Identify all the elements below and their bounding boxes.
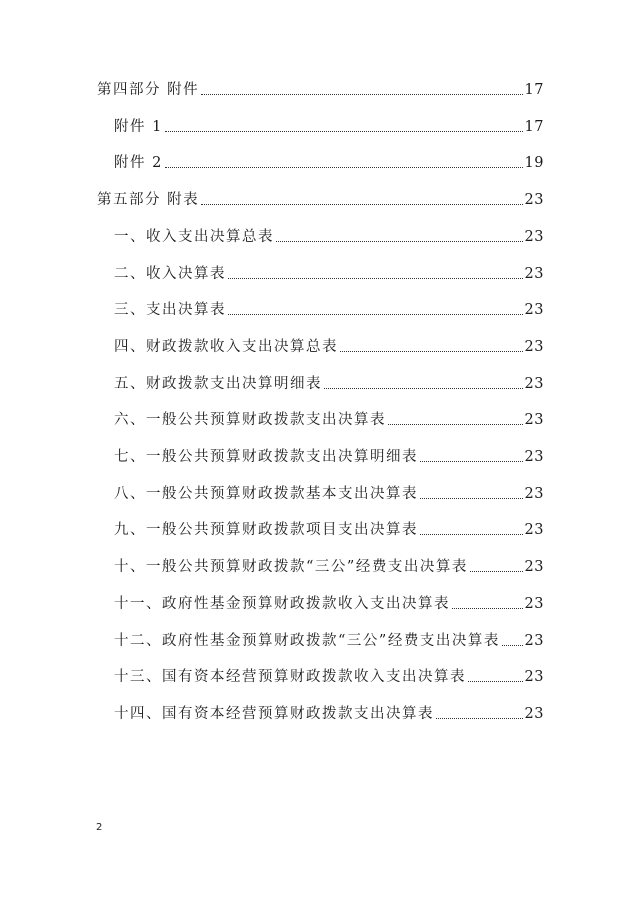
page-number: 2: [96, 822, 103, 833]
toc-entry[interactable]: [114, 298, 544, 322]
toc-dot-leader: [340, 350, 523, 352]
toc-entry-page: 23: [524, 595, 544, 612]
toc-entry-page: 17: [524, 118, 544, 135]
toc-entry-title: 七、一般公共预算财政拨款支出决算明细表: [114, 449, 418, 465]
toc-dot-leader: [201, 93, 522, 95]
toc-entry[interactable]: [114, 262, 544, 286]
toc-entry[interactable]: [114, 115, 544, 139]
toc-entry[interactable]: [114, 702, 544, 726]
toc-entry-page: 23: [524, 412, 544, 429]
toc-entry-title: 附件 2: [114, 155, 163, 172]
toc-entry-title: 八、一般公共预算财政拨款基本支出决算表: [114, 485, 418, 502]
toc-dot-leader: [420, 533, 523, 535]
toc-entry-title: 六、一般公共预算财政拨款支出决算表: [114, 412, 386, 429]
toc-dot-leader: [502, 644, 523, 646]
toc-entry-title: 九、一般公共预算财政拨款项目支出决算表: [114, 522, 418, 539]
toc-entry-title: 一、收入支出决算总表: [114, 228, 274, 245]
toc-entry-title: 第五部分 附表: [97, 192, 200, 209]
toc-entry[interactable]: [114, 151, 544, 175]
toc-entry[interactable]: [114, 372, 544, 396]
toc-dot-leader: [228, 277, 523, 279]
toc-dot-leader: [165, 130, 523, 132]
toc-dot-leader: [468, 680, 523, 682]
toc-entry[interactable]: [114, 665, 544, 689]
toc-entry[interactable]: [97, 78, 544, 102]
toc-entry-title: 四、财政拨款收入支出决算总表: [114, 338, 338, 355]
toc-entry-title: 第四部分 附件: [97, 82, 200, 98]
toc-dot-leader: [165, 166, 523, 168]
toc-entry-title: 十四、国有资本经营预算财政拨款支出决算表: [114, 705, 434, 722]
toc-entry-page: 23: [524, 302, 544, 319]
toc-entry-page: 23: [524, 228, 544, 245]
toc-entry[interactable]: [114, 555, 544, 579]
toc-entry-title: 附件 1: [114, 118, 163, 135]
toc-entry-title: 十一、政府性基金预算财政拨款收入支出决算表: [114, 595, 450, 612]
toc-entry[interactable]: [114, 592, 544, 616]
toc-entry-page: 23: [524, 449, 544, 465]
toc-dot-leader: [228, 313, 523, 315]
toc-dot-leader: [452, 607, 523, 609]
toc-entry[interactable]: [114, 335, 544, 359]
toc-entry-page: 19: [524, 155, 544, 172]
toc-entry-page: 23: [524, 522, 544, 539]
toc-entry[interactable]: [114, 482, 544, 506]
toc-dot-leader: [388, 423, 523, 425]
toc-entry-page: 23: [524, 192, 544, 209]
toc-dot-leader: [436, 717, 523, 719]
toc-entry[interactable]: [114, 408, 544, 432]
toc-entry-page: 23: [524, 338, 544, 355]
toc-dot-leader: [324, 387, 523, 389]
toc-entry[interactable]: [114, 629, 544, 653]
toc-entry-page: 23: [524, 559, 544, 576]
toc-entry-page: 23: [524, 705, 544, 722]
toc-entry[interactable]: [114, 225, 544, 249]
toc-entry-title: 十二、政府性基金预算财政拨款“三公”经费支出决算表: [114, 632, 500, 649]
toc-entry[interactable]: [114, 445, 544, 469]
toc-dot-leader: [201, 203, 522, 205]
toc-entry-title: 二、收入决算表: [114, 265, 226, 282]
toc-entry-page: 23: [524, 632, 544, 649]
toc-entry-title: 五、财政拨款支出决算明细表: [114, 375, 322, 392]
toc-entry-title: 十、一般公共预算财政拨款“三公”经费支出决算表: [114, 559, 468, 576]
toc-entry-page: 23: [524, 265, 544, 282]
toc-entry-page: 17: [524, 82, 544, 98]
toc-dot-leader: [470, 570, 523, 572]
toc-entry-page: 23: [524, 375, 544, 392]
toc-entry-page: 23: [524, 485, 544, 502]
toc-dot-leader: [276, 240, 523, 242]
toc-entry[interactable]: [97, 188, 544, 212]
toc-entry-title: 十三、国有资本经营预算财政拨款收入支出决算表: [114, 669, 466, 686]
toc-entry-page: 23: [524, 669, 544, 686]
toc-dot-leader: [420, 460, 523, 462]
toc-entry[interactable]: [114, 518, 544, 542]
toc-dot-leader: [420, 497, 523, 499]
toc-entry-title: 三、支出决算表: [114, 302, 226, 319]
